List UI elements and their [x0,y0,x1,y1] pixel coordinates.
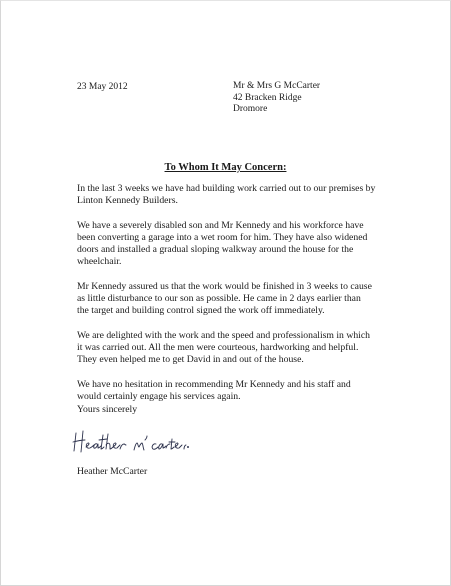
paragraph-2 [77,220,377,269]
sender-name: Mr & Mrs G McCarter [233,81,321,91]
sender-address [233,81,320,116]
paragraph-3 [77,281,377,318]
letter-heading: To Whom It May Concern: [164,162,287,173]
paragraph-line: the target and building control signed the work off immediately. [77,305,325,317]
paragraph-1 [77,183,377,208]
letter-date: 23 May 2012 [77,82,128,92]
paragraph-line: We are delighted with the work and the speed and professionalism in which [77,329,370,341]
paragraph-line: Linton Kennedy Builders. [77,195,178,207]
signer-name: Heather McCarter [77,466,148,477]
letter-body [77,183,377,415]
paragraph-line: In the last 3 weeks we have had building work carried out to our premises by [77,183,376,194]
handwritten-signature [70,425,190,457]
paragraph-line: Mr Kennedy assured us that the work would be finished in 3 weeks to cause [77,280,372,292]
closing-salutation: Yours sincerely [77,404,138,415]
paragraph-line: been converting a garage into a wet room for him. They have also widened [77,231,368,243]
paragraph-5 [77,379,377,404]
sender-town: Dromore [233,104,268,114]
paragraph-line: doors and installed a gradual sloping walkway around the house for the [77,244,354,256]
paragraph-line: it was carried out. All the men were courteous, hardworking and helpful. [77,341,359,353]
paragraph-line: would certainly engage his services again. [77,390,241,402]
paragraph-line: They even helped me to get David in and out of the house. [77,354,304,366]
paragraph-line: We have a severely disabled son and Mr Kennedy and his workforce have [77,219,364,231]
paragraph-line: as little disturbance to our son as possible. He came in 2 days earlier than [77,293,361,305]
paragraph-line: wheelchair. [77,256,122,268]
paragraph-4 [77,330,377,367]
paragraph-line: We have no hesitation in recommending Mr Kennedy and his staff and [77,378,351,390]
sender-street: 42 Bracken Ridge [233,92,302,103]
